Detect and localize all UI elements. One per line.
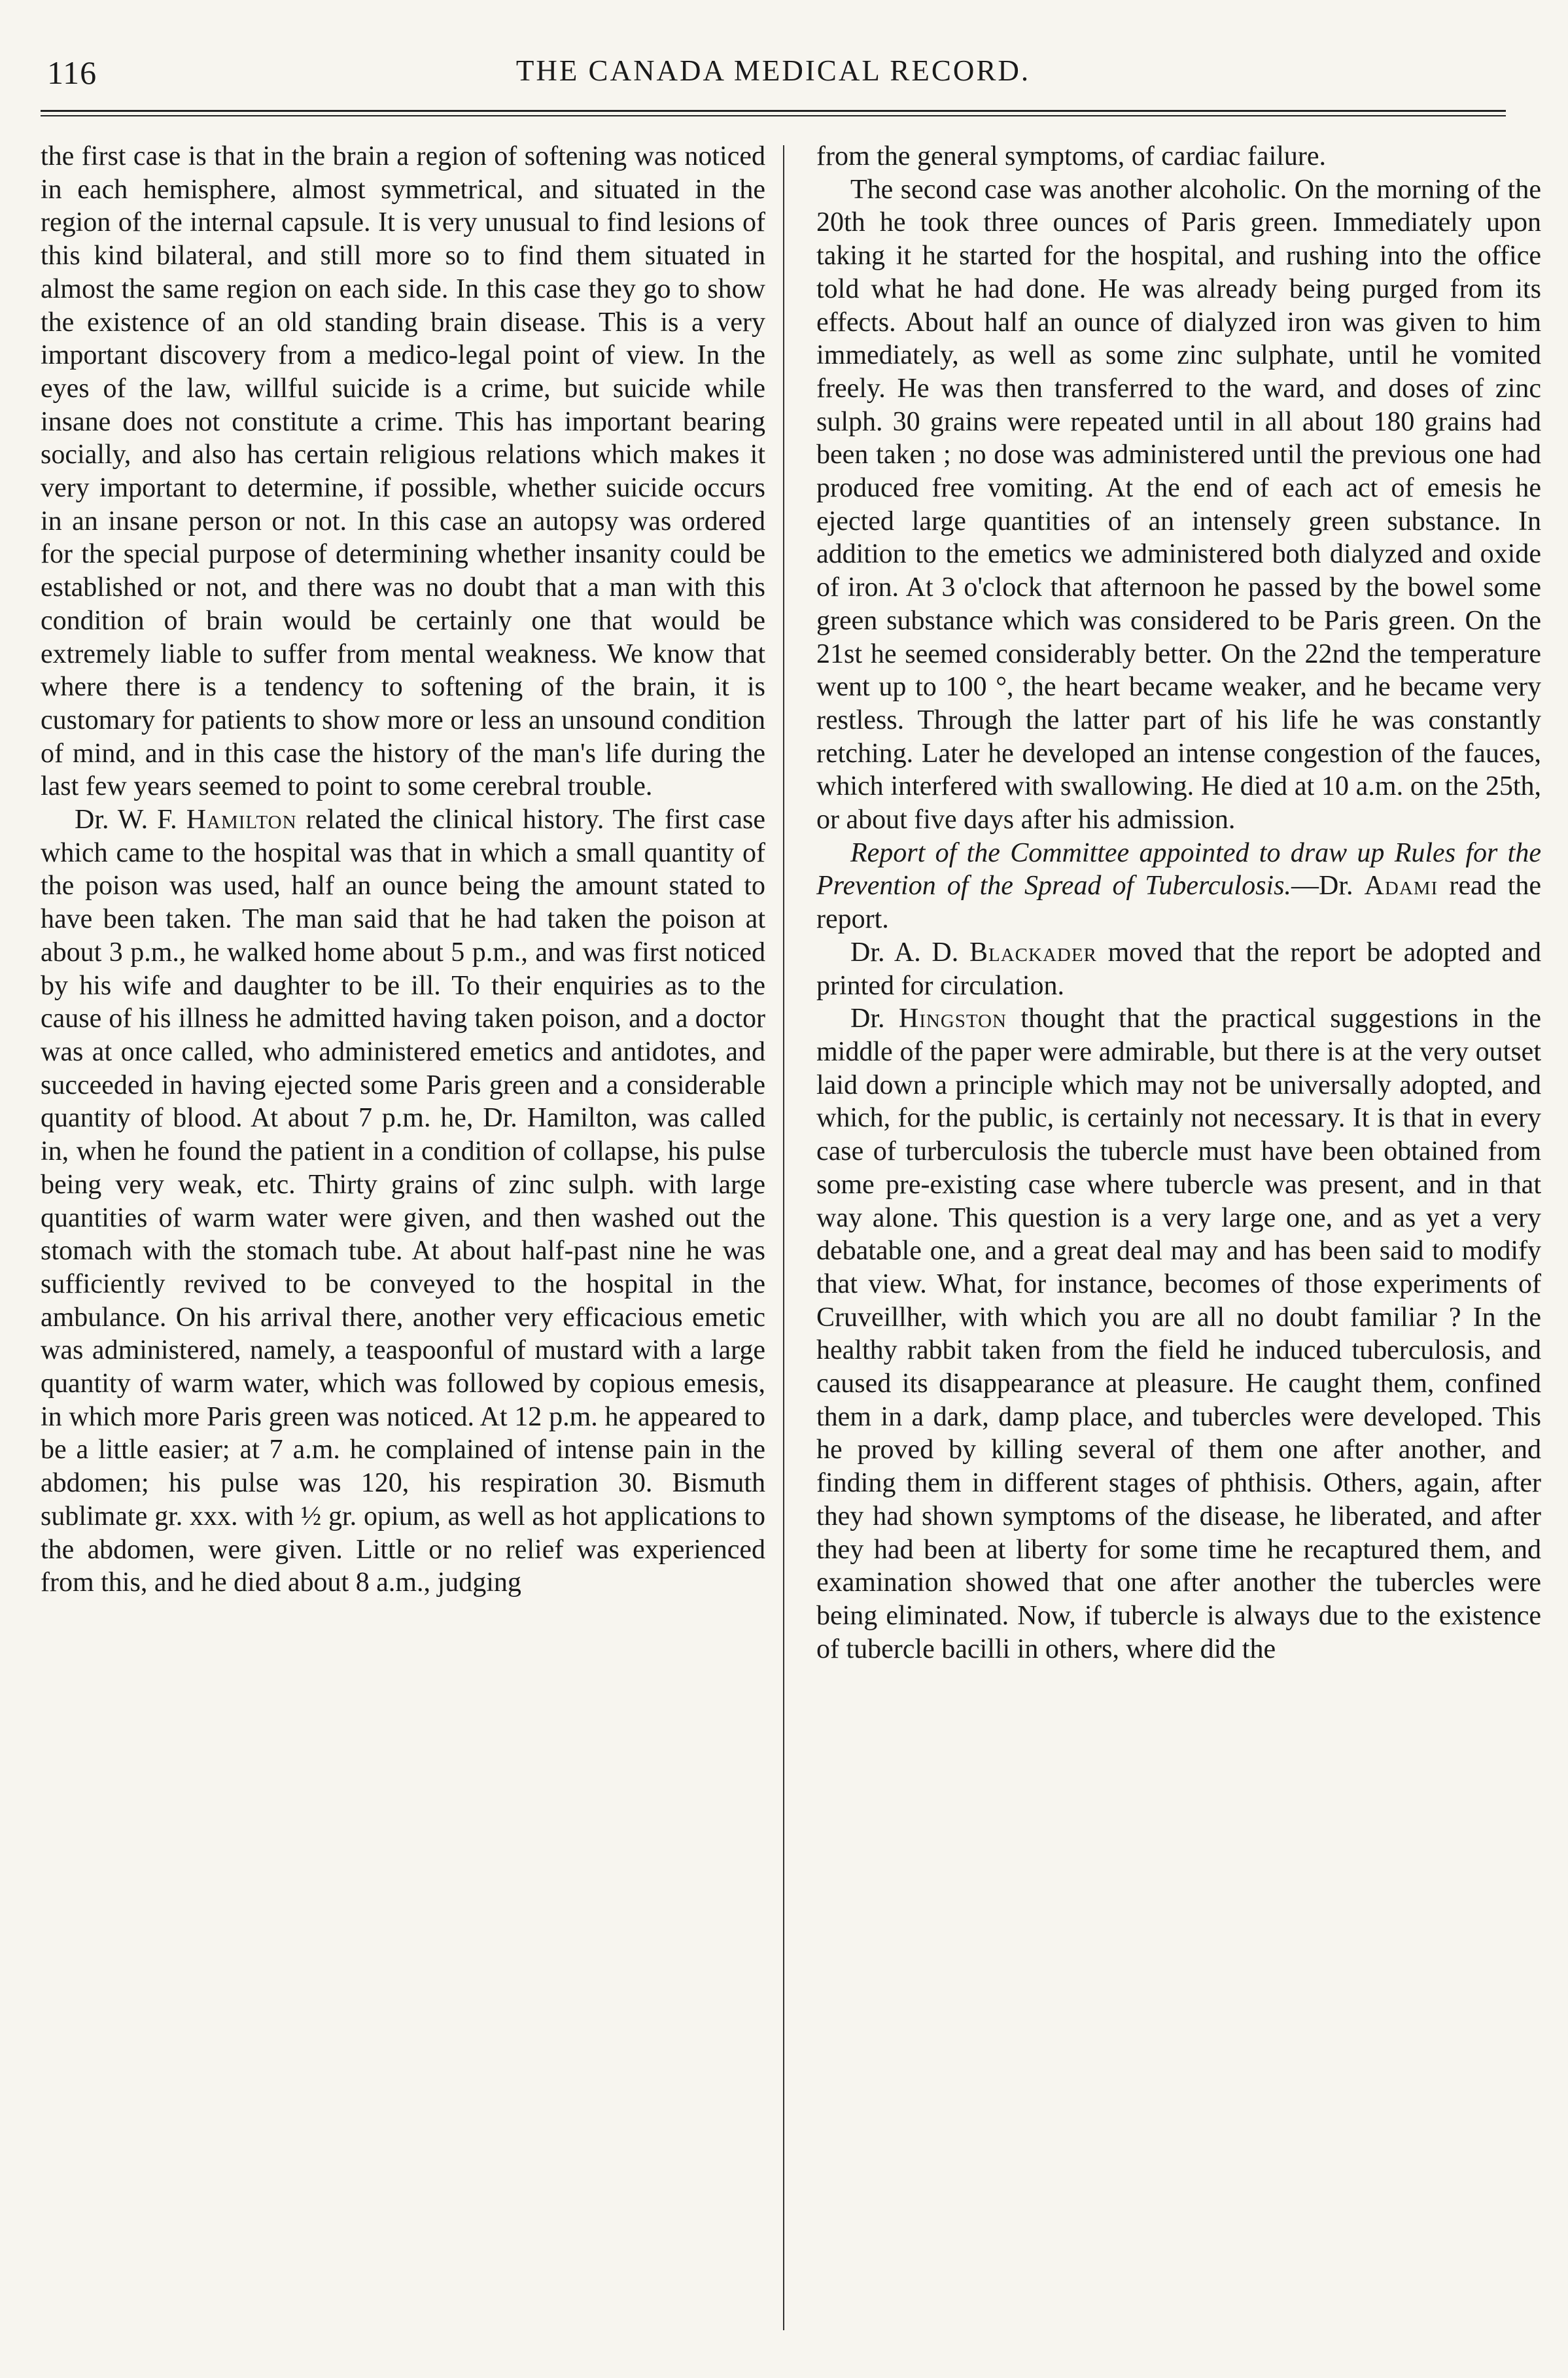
- report-prefix: —Dr.: [1291, 871, 1353, 901]
- speaker-prefix: Dr.: [850, 1004, 885, 1034]
- speaker-name-blackader: Blackader: [969, 937, 1097, 968]
- speaker-name-hamilton: Hamilton: [186, 805, 297, 835]
- column-divider: [783, 145, 784, 2330]
- left-column: [41, 140, 765, 1600]
- right-paragraph-4-text: moved that the report be adopted and printed for circulation.: [816, 937, 1542, 1001]
- right-paragraph-3: [816, 837, 1541, 936]
- left-paragraph-2-text: related the clinical history. The first case which came to the hospital was that in which a small quantity of the poison was used, half an ounce being the amount stated to have been taken. The man said that he had taken the poison at about 3 p.m., he walked home about 5 p.m., and was first noticed by his wife and daughter to be ill. To their enquiries as to the cause of his illness he admitted having taken poison, and a doctor was at once called, who administered emetics and antidotes, and succeeded in having ejected some Paris green and a considerable quantity of blood. At about 7 p.m. he, Dr. Hamilton, was called in, when he found the patient in a condition of collapse, his pulse being very weak, etc. Thirty grains of zinc sulph. with large quantities of warm water were given, and then washed out the stomach with the stomach tube. At about half-past nine he was sufficiently revived to be conveyed to the hospital in the ambulance. On his arrival there, another very efficacious emetic was administered, namely, a teaspoonful of mustard with a large quantity of warm water, which was followed by copious emesis, in which more Paris green was noticed. At 12 p.m. he appeared to be a little easier; at 7 a.m. he complained of intense pain in the abdomen; his pulse was 120, his respiration 30. Bismuth sublimate gr. xxx. with ½ gr. opium, as well as hot applications to the abdomen, were given. Little or no relief was experienced from this, and he died about 8 a.m., judging: [41, 805, 766, 1598]
- right-paragraph-5: [816, 1002, 1541, 1666]
- speaker-prefix: Dr. W. F.: [75, 805, 177, 835]
- header-rule-thin: [41, 115, 1506, 116]
- right-paragraph-2: The second case was another alcoholic. On the morning of the 20th he took three ounces of Paris green. Immediately upon taking it he started for the hospital, and rushing into the office told what he had done. He was already being purged from its effects. About half an ounce of dialyzed iron was given to him immediately, as well as some zinc sulphate, until he vomited freely. He was then transferred to the ward, and doses of zinc sulph. 30 grains were repeated until in all about 180 grains had been taken ; no dose was administered until the previous one had produced free vomiting. At the end of each act of emesis he ejected large quantities of an intensely green substance. In addition to the emetics we administered both dialyzed and oxide of iron. At 3 o'clock that afternoon he passed by the bowel some green substance which was considered to be Paris green. On the 21st he seemed considerably better. On the 22nd the temperature went up to 100 °, the heart became weaker, and he became very restless. Through the latter part of his life he was constantly retching. Later he developed an intense congestion of the fauces, which interfered with swallowing. He died at 10 a.m. on the 25th, or about five days after his admission.: [816, 174, 1541, 835]
- right-column: [816, 140, 1541, 1666]
- left-paragraph-1: the first case is that in the brain a region of softening was noticed in each hemisphere, almost symmetrical, and situated in the region of the internal capsule. It is very unusual to find lesions of this kind bilateral, and still more so to find them situated in almost the same region on each side. In this case they go to show the existence of an old standing brain disease. This is a very important discovery from a medico-legal point of view. In the eyes of the law, willful suicide is a crime, but suicide while insane does not constitute a crime. This has important bearing socially, and also has certain religious relations which makes it very important to determine, if possible, whether suicide occurs in an insane person or not. In this case an autopsy was ordered for the special purpose of determining whether insanity could be established or not, and there was no doubt that a man with this condition of brain would be certainly one that would be extremely liable to suffer from mental weakness. We know that where there is a tendency to softening of the brain, it is customary for patients to show more or less an unsound condition of mind, and in this case the history of the man's life during the last few years seemed to point to some cerebral trouble.: [41, 141, 765, 802]
- speaker-name-adami: Adami: [1364, 871, 1438, 901]
- right-paragraph-3-text: read the report.: [816, 871, 1542, 935]
- page-number: 116: [47, 54, 97, 91]
- page-header: [41, 50, 1506, 96]
- left-paragraph-2: [41, 803, 765, 1600]
- header-rule-thick: [41, 110, 1506, 112]
- speaker-prefix: Dr. A. D.: [850, 937, 959, 968]
- report-title: Report of the Committee appointed to draw up Rules for the Prevention of the Spread of Tuberculosis.: [816, 837, 1541, 901]
- running-title: THE CANADA MEDICAL RECORD.: [515, 54, 1031, 87]
- speaker-name-hingston: Hingston: [898, 1004, 1007, 1034]
- right-paragraph-1: from the general symptoms, of cardiac failure.: [816, 141, 1327, 171]
- right-paragraph-4: [816, 936, 1541, 1002]
- right-paragraph-5-text: thought that the practical suggestions in the middle of the paper were admirable, but there is at the very outset laid down a principle which may not be universally adopted, and which, for the public, is certainly not necessary. It is that in every case of turberculosis the tubercle must have been obtained from some pre-existing case where tubercle was present, and in that way alone. This question is a very large one, and as yet a very debatable one, and a great deal may and has been said to modify that view. What, for instance, becomes of those experiments of Cruveillher, with which you are all no doubt familiar ? In the healthy rabbit taken from the field he induced tuberculosis, and caused its disappearance at pleasure. He caught them, confined them in a dark, damp place, and tubercles were developed. This he proved by killing several of them one after another, and finding them in different stages of phthisis. Others, again, after they had shown symptoms of the disease, he liberated, and after they had been at liberty for some time he recaptured them, and examination showed that one after another the tubercles were being eliminated. Now, if tubercle is always due to the existence of tubercle bacilli in others, where did the: [816, 1004, 1542, 1664]
